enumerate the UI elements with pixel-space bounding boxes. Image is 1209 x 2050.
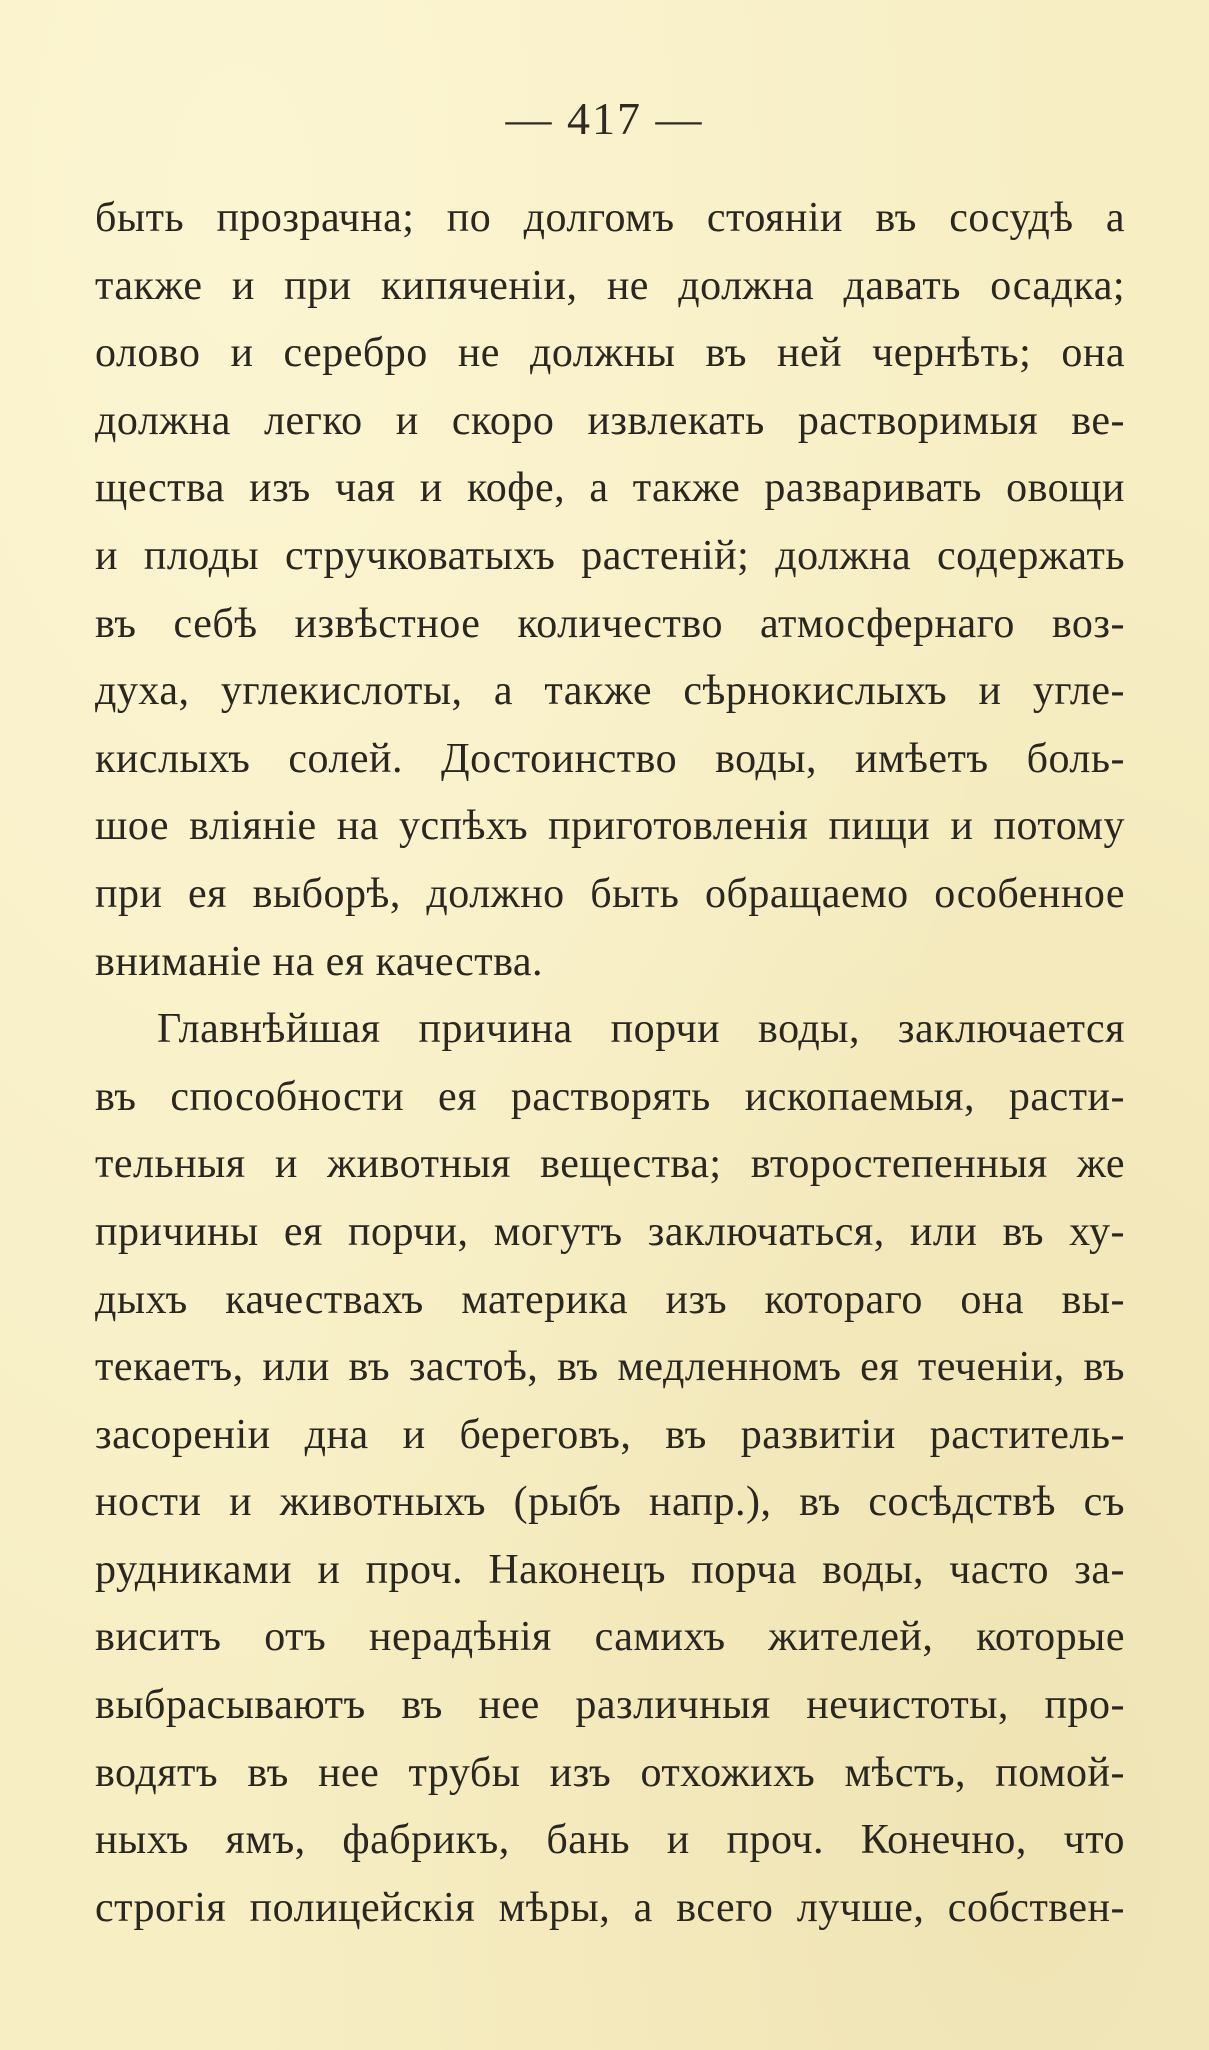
- text-line: и плоды стручковатыхъ растенiй; должна содержать: [95, 532, 1125, 579]
- text-line: быть прозрачна; по долгомъ стоянiи въ сосудѣ а: [95, 195, 1125, 241]
- body-text: [95, 185, 1125, 1942]
- text-line: причины ея порчи, могутъ заключаться, или въ ху-: [95, 1208, 1125, 1255]
- page-number: — 417 —: [505, 93, 704, 144]
- text-line: рудниками и проч. Наконецъ порча воды, часто за-: [95, 1546, 1125, 1593]
- text-line: виситъ отъ нерадѣнiя самихъ жителей, которые: [95, 1614, 1125, 1661]
- text-line: кислыхъ солей. Достоинство воды, имѣетъ боль-: [95, 735, 1125, 782]
- text-line: ности и животныхъ (рыбъ напр.), въ сосѣдствѣ съ: [95, 1479, 1125, 1526]
- text-line: олово и серебро не должны въ ней чернѣть; она: [95, 330, 1125, 377]
- text-line: должна легко и скоро извлекать растворимыя ве-: [95, 397, 1125, 444]
- paragraph-start-line: Главнѣйшая причина порчи воды, заключается: [157, 1006, 1125, 1053]
- text-line: въ себѣ извѣстное количество атмосфернаго воз-: [95, 600, 1125, 647]
- text-line: выбрасываютъ въ нее различныя нечистоты, про-: [95, 1682, 1125, 1729]
- text-line: духа, углекислоты, а также сѣрнокислыхъ и угле-: [95, 668, 1125, 715]
- text-line: шое влiянiе на успѣхъ приготовленiя пищи и потому: [95, 803, 1125, 850]
- text-line: ныхъ ямъ, фабрикъ, бань и проч. Конечно, что: [95, 1817, 1125, 1864]
- text-line: засоренiи дна и береговъ, въ развитiи раститель-: [95, 1411, 1125, 1458]
- text-line: при ея выборѣ, должно быть обращаемо особенное: [95, 870, 1125, 917]
- text-line: въ способности ея растворять ископаемыя, расти-: [95, 1073, 1125, 1120]
- text-line: текаетъ, или въ застоѣ, въ медленномъ ея теченiи, въ: [95, 1344, 1125, 1391]
- text-line: строгiя полицейскiя мѣры, а всего лучше, собствен-: [95, 1884, 1125, 1931]
- text-line: также и при кипяченiи, не должна давать осадка;: [95, 262, 1125, 309]
- text-line: щества изъ чая и кофе, а также разваривать овощи: [95, 465, 1125, 512]
- text-line: тельныя и животныя вещества; второстепенныя же: [95, 1141, 1125, 1188]
- text-line: дыхъ качествахъ материка изъ котораго она вы-: [95, 1276, 1125, 1323]
- text-line: водятъ въ нее трубы изъ отхожихъ мѣстъ, помой-: [95, 1749, 1125, 1796]
- paragraph-end-line: вниманiе на ея качества.: [95, 938, 544, 985]
